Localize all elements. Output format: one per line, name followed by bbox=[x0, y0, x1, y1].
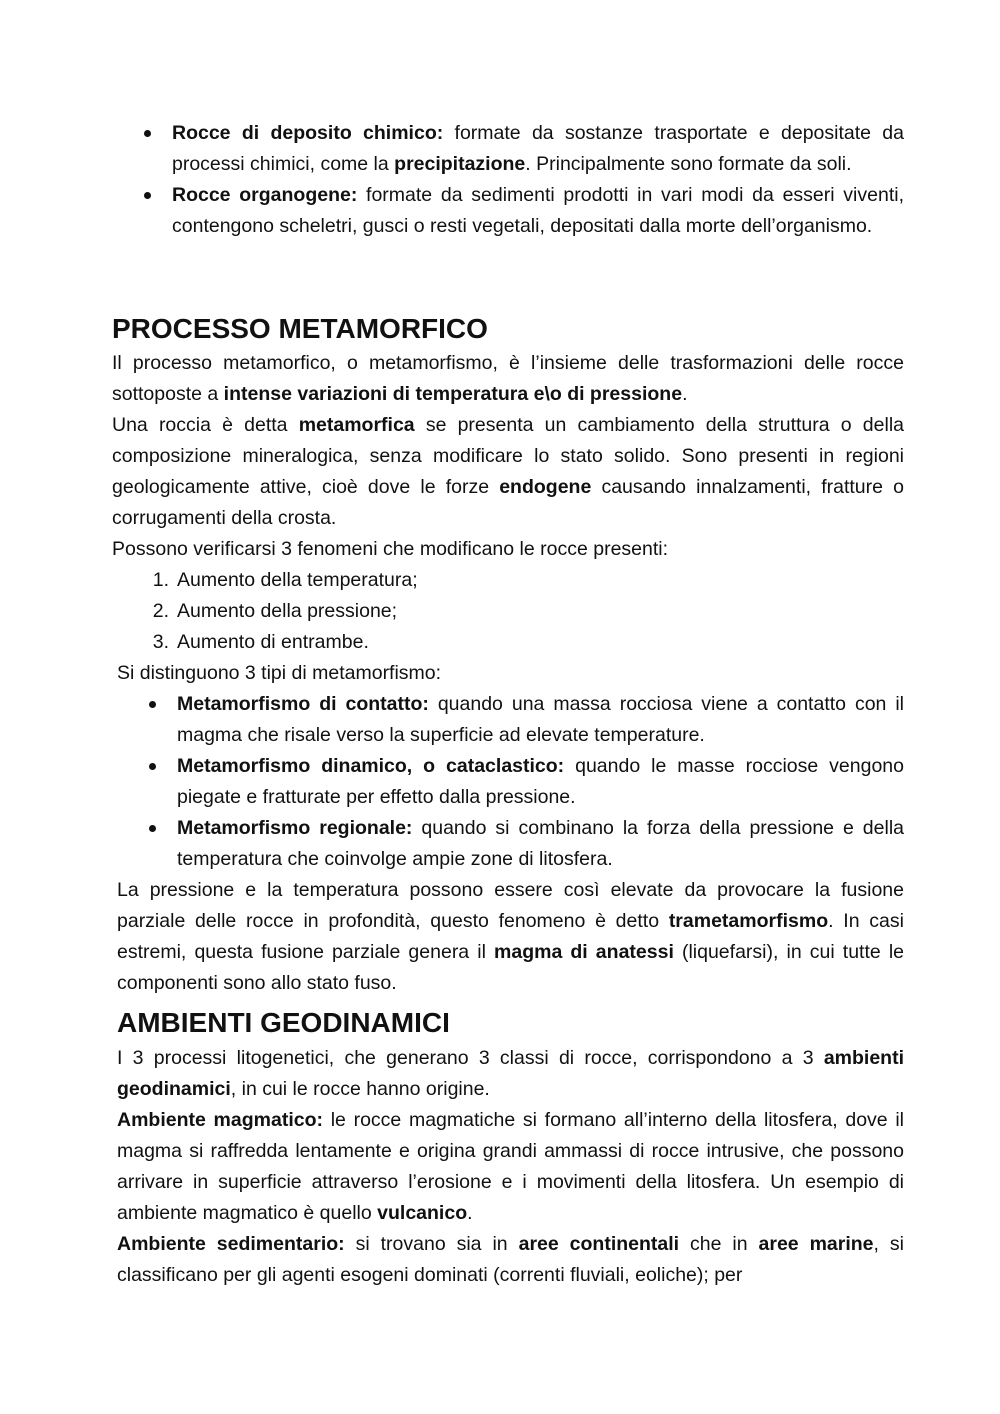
phenomena-numbered-list bbox=[152, 565, 904, 658]
paragraph: Una roccia è detta metamorfica se presenta un cambiamento della struttura o della composizione mineralogica, senza modificare lo stato solido. Sono presenti in regioni geologicamente attive, cioè dove le forze endogene causando innalzamenti, fratture o corrugamenti della crosta. bbox=[112, 414, 904, 529]
section1-paragraphs bbox=[112, 348, 904, 565]
list-item: Metamorfismo dinamico, o cataclastico: quando le masse rocciose vengono piegate e fratturate per effetto dalla pressione. bbox=[177, 755, 904, 808]
paragraph: Si distinguono 3 tipi di metamorfismo: bbox=[117, 662, 442, 684]
paragraph: La pressione e la temperatura possono essere così elevate da provocare la fusione parziale delle rocce in profondità, questo fenomeno è detto trametamorfismo. In casi estremi, questa fusione parziale genera il magma di anatessi (liquefarsi), in cui tutte le componenti sono allo stato fuso. bbox=[117, 879, 904, 994]
list-item: Metamorfismo regionale: quando si combinano la forza della pressione e della temperatura che coinvolge ampie zone di litosfera. bbox=[177, 817, 904, 870]
section-heading-ambienti-geodinamici: AMBIENTI GEODINAMICI bbox=[117, 1007, 450, 1038]
section-heading-processo-metamorfico: PROCESSO METAMORFICO bbox=[112, 313, 488, 344]
list-item: 3. Aumento di entrambe. bbox=[152, 631, 369, 653]
list-item: 1. Aumento della temperatura; bbox=[152, 569, 418, 591]
paragraph: I 3 processi litogenetici, che generano 3 classi di rocce, corrispondono a 3 ambienti geodinamici, in cui le rocce hanno origine. bbox=[117, 1047, 904, 1100]
list-item: Rocce di deposito chimico: formate da sostanze trasportate e depositate da processi chimici, come la precipitazione. Principalmente sono formate da soli. bbox=[172, 122, 904, 175]
metamorphism-types-list bbox=[177, 689, 904, 875]
paragraph: Il processo metamorfico, o metamorfismo, è l’insieme delle trasformazioni delle rocce sottoposte a intense variazioni di temperatura e\o di pressione. bbox=[112, 352, 904, 405]
paragraph: Ambiente sedimentario: si trovano sia in aree continentali che in aree marine, si classificano per gli agenti esogeni dominati (correnti fluviali, eoliche); per bbox=[117, 1233, 904, 1286]
section2-paragraphs bbox=[117, 1043, 904, 1291]
list-item: 2. Aumento della pressione; bbox=[152, 600, 398, 622]
list-item: Metamorfismo di contatto: quando una massa rocciosa viene a contatto con il magma che risale verso la superficie ad elevate temperature. bbox=[177, 693, 904, 746]
rock-types-list bbox=[172, 118, 904, 242]
paragraph: Possono verificarsi 3 fenomeni che modificano le rocce presenti: bbox=[112, 538, 669, 560]
paragraph: Ambiente magmatico: le rocce magmatiche si formano all’interno della litosfera, dove il magma si raffredda lentamente e origina grandi ammassi di rocce intrusive, che possono arrivare in superficie attraverso l’erosione e i movimenti della litosfera. Un esempio di ambiente magmatico è quello vulcanico. bbox=[117, 1109, 905, 1224]
list-item: Rocce organogene: formate da sedimenti prodotti in vari modi da esseri viventi, contengono scheletri, gusci o resti vegetali, depositati dalla morte dell’organismo. bbox=[172, 184, 904, 237]
